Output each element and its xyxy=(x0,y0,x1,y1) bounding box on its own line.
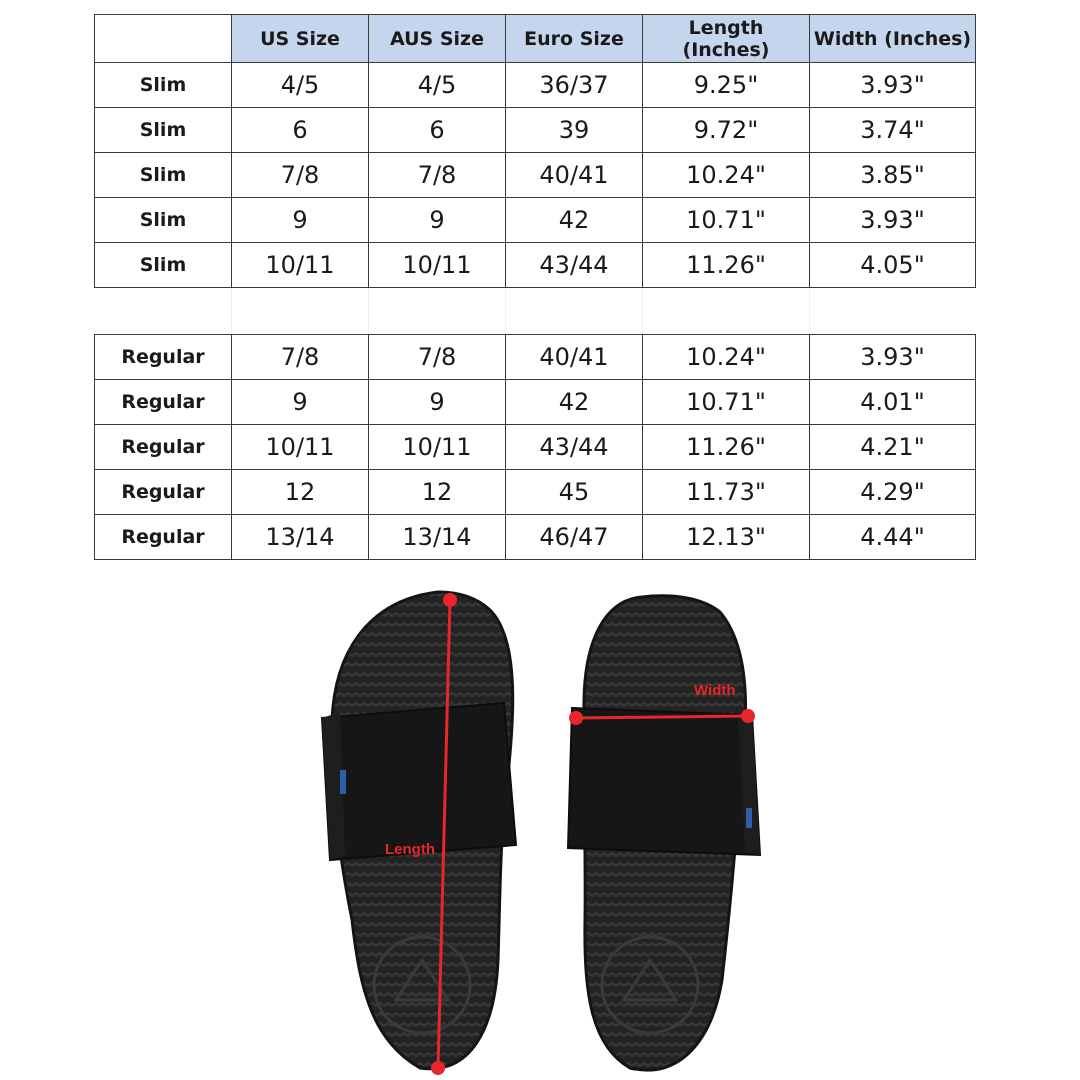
table-row xyxy=(95,335,976,380)
table-row xyxy=(95,243,976,288)
width-cell: 4.21" xyxy=(810,425,976,470)
table-row xyxy=(95,380,976,425)
us-size-cell: 4/5 xyxy=(232,63,369,108)
fit-cell: Slim xyxy=(95,243,232,288)
us-size-cell: 9 xyxy=(232,198,369,243)
table-spacer xyxy=(94,288,975,334)
size-chart-regular-table xyxy=(94,334,976,560)
us-size-cell: 7/8 xyxy=(232,335,369,380)
length-cell: 12.13" xyxy=(643,515,810,560)
size-chart-slim-table xyxy=(94,14,976,288)
table-row xyxy=(95,108,976,153)
euro-size-cell: 36/37 xyxy=(506,63,643,108)
fit-cell: Slim xyxy=(95,63,232,108)
length-label: Length xyxy=(385,841,435,858)
table-row xyxy=(95,153,976,198)
us-size-cell: 7/8 xyxy=(232,153,369,198)
aus-size-cell: 9 xyxy=(369,380,506,425)
fit-cell: Slim xyxy=(95,108,232,153)
width-cell: 4.01" xyxy=(810,380,976,425)
us-size-cell: 10/11 xyxy=(232,243,369,288)
width-cell: 4.29" xyxy=(810,470,976,515)
table-row xyxy=(95,425,976,470)
aus-size-cell: 7/8 xyxy=(369,335,506,380)
header-euro-size: Euro Size xyxy=(506,15,643,63)
aus-size-cell: 10/11 xyxy=(369,243,506,288)
euro-size-cell: 46/47 xyxy=(506,515,643,560)
euro-size-cell: 40/41 xyxy=(506,335,643,380)
length-cell: 10.24" xyxy=(643,153,810,198)
us-size-cell: 10/11 xyxy=(232,425,369,470)
length-cell: 11.73" xyxy=(643,470,810,515)
us-size-cell: 9 xyxy=(232,380,369,425)
width-label: Width xyxy=(694,682,736,699)
header-width: Width (Inches) xyxy=(810,15,976,63)
table-row xyxy=(95,515,976,560)
euro-size-cell: 45 xyxy=(506,470,643,515)
left-sandal-image xyxy=(322,592,516,1069)
sandal-measurement-diagram xyxy=(0,580,1080,1080)
width-cell: 3.85" xyxy=(810,153,976,198)
euro-size-cell: 43/44 xyxy=(506,425,643,470)
us-size-cell: 12 xyxy=(232,470,369,515)
header-length: Length (Inches) xyxy=(643,15,810,63)
us-size-cell: 13/14 xyxy=(232,515,369,560)
us-size-cell: 6 xyxy=(232,108,369,153)
width-cell: 4.05" xyxy=(810,243,976,288)
width-cell: 3.93" xyxy=(810,63,976,108)
length-cell: 10.71" xyxy=(643,198,810,243)
width-cell: 3.93" xyxy=(810,198,976,243)
fit-cell: Regular xyxy=(95,425,232,470)
length-cell: 10.24" xyxy=(643,335,810,380)
fit-cell: Slim xyxy=(95,153,232,198)
table-row xyxy=(95,63,976,108)
length-cell: 11.26" xyxy=(643,243,810,288)
header-corner-cell xyxy=(95,15,232,63)
table-row xyxy=(95,470,976,515)
aus-size-cell: 10/11 xyxy=(369,425,506,470)
length-cell: 10.71" xyxy=(643,380,810,425)
aus-size-cell: 6 xyxy=(369,108,506,153)
table-row xyxy=(95,198,976,243)
fit-cell: Slim xyxy=(95,198,232,243)
aus-size-cell: 9 xyxy=(369,198,506,243)
length-cell: 11.26" xyxy=(643,425,810,470)
fit-cell: Regular xyxy=(95,515,232,560)
width-cell: 3.93" xyxy=(810,335,976,380)
euro-size-cell: 42 xyxy=(506,380,643,425)
right-sandal-image xyxy=(568,596,760,1070)
euro-size-cell: 42 xyxy=(506,198,643,243)
euro-size-cell: 40/41 xyxy=(506,153,643,198)
euro-size-cell: 43/44 xyxy=(506,243,643,288)
fit-cell: Regular xyxy=(95,470,232,515)
euro-size-cell: 39 xyxy=(506,108,643,153)
width-cell: 4.44" xyxy=(810,515,976,560)
length-cell: 9.25" xyxy=(643,63,810,108)
header-aus-size: AUS Size xyxy=(369,15,506,63)
fit-cell: Regular xyxy=(95,335,232,380)
aus-size-cell: 7/8 xyxy=(369,153,506,198)
header-us-size: US Size xyxy=(232,15,369,63)
table-header-row xyxy=(95,15,976,63)
aus-size-cell: 4/5 xyxy=(369,63,506,108)
fit-cell: Regular xyxy=(95,380,232,425)
width-cell: 3.74" xyxy=(810,108,976,153)
aus-size-cell: 12 xyxy=(369,470,506,515)
aus-size-cell: 13/14 xyxy=(369,515,506,560)
length-cell: 9.72" xyxy=(643,108,810,153)
